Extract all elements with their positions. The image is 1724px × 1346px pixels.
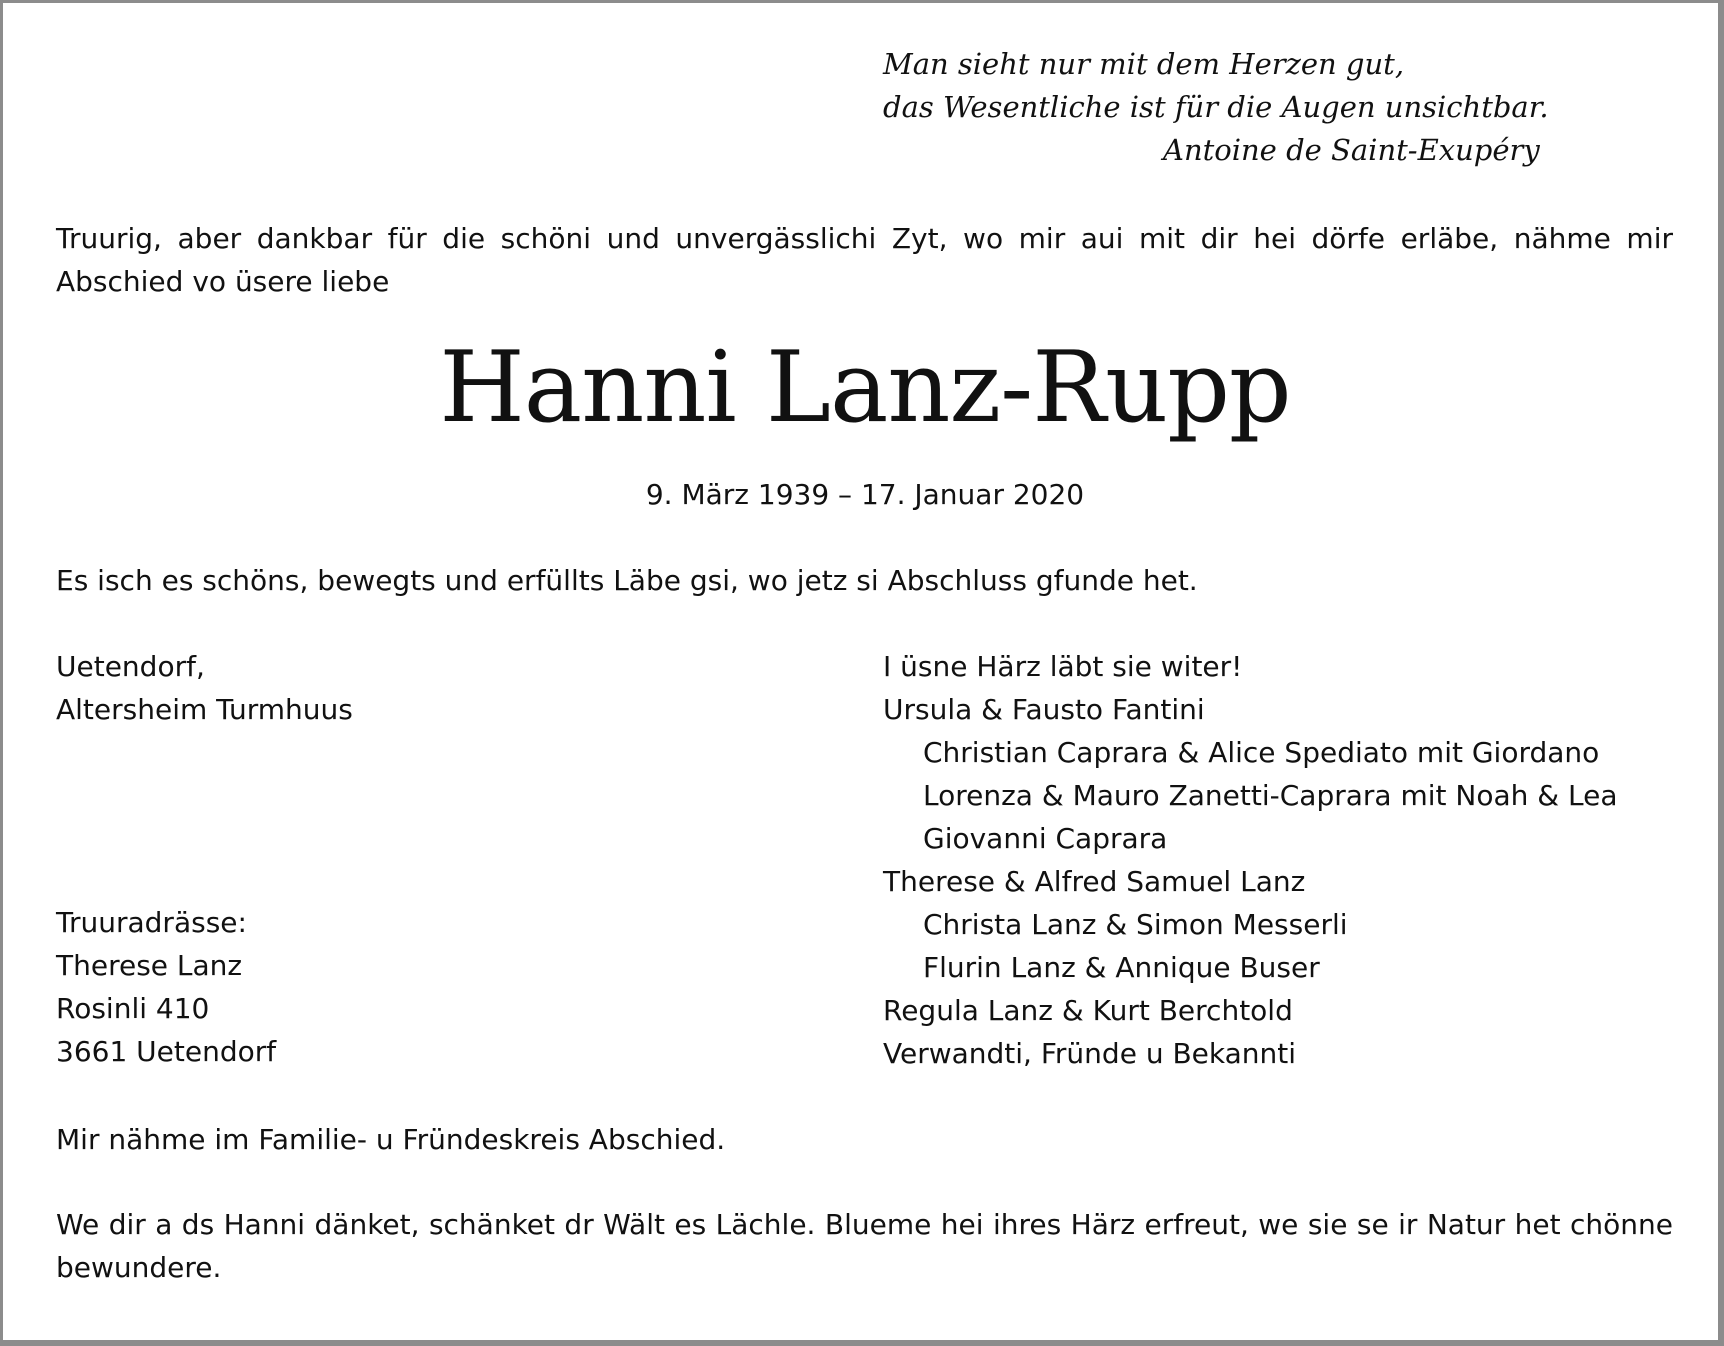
mourner-entry: Christian Caprara & Alice Spediato mit Giordano (923, 736, 1600, 769)
mourner-entry: Giovanni Caprara (923, 822, 1168, 855)
quote-author: Antoine de Saint-Exupéry (1163, 133, 1540, 167)
mourner-entry: Lorenza & Mauro Zanetti-Caprara mit Noah & Lea (923, 779, 1618, 812)
mourner-entry: Regula Lanz & Kurt Berchtold (883, 994, 1293, 1027)
mourner-entry: Flurin Lanz & Annique Buser (923, 951, 1320, 984)
deceased-name: Hanni Lanz-Rupp (439, 331, 1291, 445)
closing-paragraph: We dir a ds Hanni dänket, schänket dr Wält es Lächle. Blueme hei ihres Härz erfreut, we sie se ir Natur het chönne bewundere. (56, 1208, 1673, 1284)
address-city: 3661 Uetendorf (56, 1035, 277, 1068)
farewell-note: Mir nähme im Familie- u Fründeskreis Abschied. (56, 1123, 726, 1156)
address-heading: Truuradrässe: (56, 906, 247, 939)
quote-line-1: Man sieht nur mit dem Herzen gut, (883, 47, 1405, 81)
address-street: Rosinli 410 (56, 992, 210, 1025)
address-name: Therese Lanz (56, 949, 243, 982)
intro-paragraph: Truurig, aber dankbar für die schöni und unvergässlichi Zyt, wo mir aui mit dir hei dörfe erläbe, nähme mir Abschied vo üsere liebe (56, 222, 1673, 298)
quote-line-2: das Wesentliche ist für die Augen unsichtbar. (883, 90, 1549, 124)
mourners-heading: I üsne Härz läbt sie witer! (883, 650, 1243, 683)
place-line-2: Altersheim Turmhuus (56, 693, 353, 726)
mourning-address (56, 901, 836, 1073)
life-dates: 9. März 1939 – 17. Januar 2020 (645, 478, 1085, 511)
mourners-list (883, 645, 1683, 1075)
place-line-1: Uetendorf, (56, 650, 205, 683)
place-block (56, 645, 836, 731)
mourner-entry: Christa Lanz & Simon Messerli (923, 908, 1348, 941)
mourner-entry: Ursula & Fausto Fantini (883, 693, 1205, 726)
mourner-entry: Verwandti, Fründe u Bekannti (883, 1037, 1297, 1070)
life-statement: Es isch es schöns, bewegts und erfüllts Läbe gsi, wo jetz si Abschluss gfunde het. (56, 564, 1198, 597)
epigraph-quote (883, 43, 1549, 172)
mourner-entry: Therese & Alfred Samuel Lanz (883, 865, 1306, 898)
